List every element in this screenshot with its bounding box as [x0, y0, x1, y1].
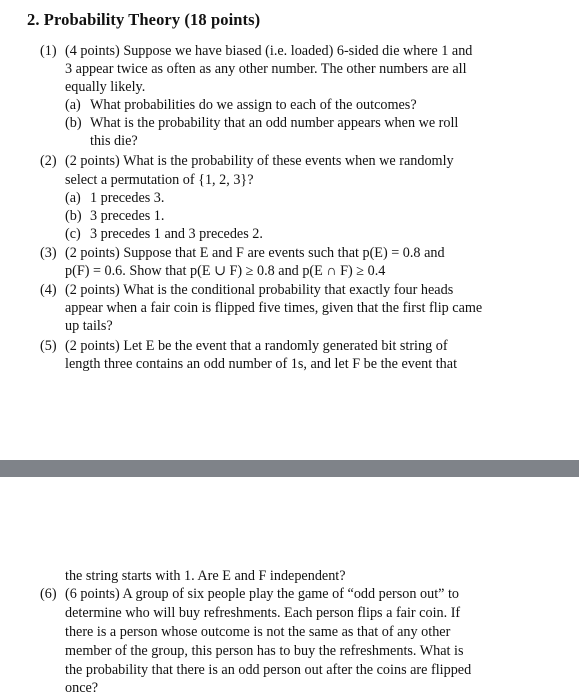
q2b-text: 3 precedes 1. [90, 208, 165, 224]
q6-line: member of the group, this person has to buy the refreshments. What is [65, 643, 464, 659]
q2-number: (2) [40, 153, 57, 169]
q1-line: equally likely. [65, 79, 146, 95]
q3-line: p(F) = 0.6. Show that p(E ∪ F) ≥ 0.8 and p(E ∩ F) ≥ 0.4 [65, 263, 386, 279]
q6-number: (6) [40, 586, 57, 602]
page-divider [0, 460, 579, 477]
q1-line: 3 appear twice as often as any other number. The other numbers are all [65, 61, 467, 77]
q6-line: (6 points) A group of six people play the game of “odd person out” to [65, 586, 460, 602]
q2-line: select a permutation of {1, 2, 3}? [65, 172, 254, 188]
q1a-text: What probabilities do we assign to each of the outcomes? [90, 97, 417, 113]
q6-line: determine who will buy refreshments. Each person flips a fair coin. If [65, 605, 461, 621]
q1b-text: this die? [90, 133, 138, 149]
q5-continuation: the string starts with 1. Are E and F independent? [65, 568, 346, 584]
q6-line: there is a person whose outcome is not the same as that of any other [65, 624, 451, 640]
q2c-text: 3 precedes 1 and 3 precedes 2. [90, 226, 263, 242]
q2a-label: (a) [65, 190, 81, 206]
q6-line: the probability that there is an odd person out after the coins are flipped [65, 662, 472, 678]
q5-line: (2 points) Let E be the event that a randomly generated bit string of [65, 338, 448, 354]
q2b-label: (b) [65, 208, 82, 224]
q3-number: (3) [40, 245, 57, 261]
q1a-label: (a) [65, 97, 81, 113]
q1-line: (4 points) Suppose we have biased (i.e. loaded) 6-sided die where 1 and [65, 43, 473, 59]
q4-line: appear when a fair coin is flipped five times, given that the first flip came [65, 300, 483, 316]
q4-line: up tails? [65, 318, 113, 334]
q5-line: length three contains an odd number of 1s, and let F be the event that [65, 356, 458, 372]
q2a-text: 1 precedes 3. [90, 190, 165, 206]
q1b-text: What is the probability that an odd number appears when we roll [90, 115, 459, 131]
q5-number: (5) [40, 338, 57, 354]
q2-line: (2 points) What is the probability of these events when we randomly [65, 153, 454, 169]
q4-line: (2 points) What is the conditional probability that exactly four heads [65, 282, 454, 298]
bottom-page-section [0, 477, 579, 700]
q6-line: once? [65, 680, 99, 696]
q1-number: (1) [40, 43, 57, 59]
q3-line: (2 points) Suppose that E and F are events such that p(E) = 0.8 and [65, 245, 445, 261]
q1b-label: (b) [65, 115, 82, 131]
section-heading: 2. Probability Theory (18 points) [27, 10, 261, 29]
q4-number: (4) [40, 282, 57, 298]
q2c-label: (c) [65, 226, 81, 242]
